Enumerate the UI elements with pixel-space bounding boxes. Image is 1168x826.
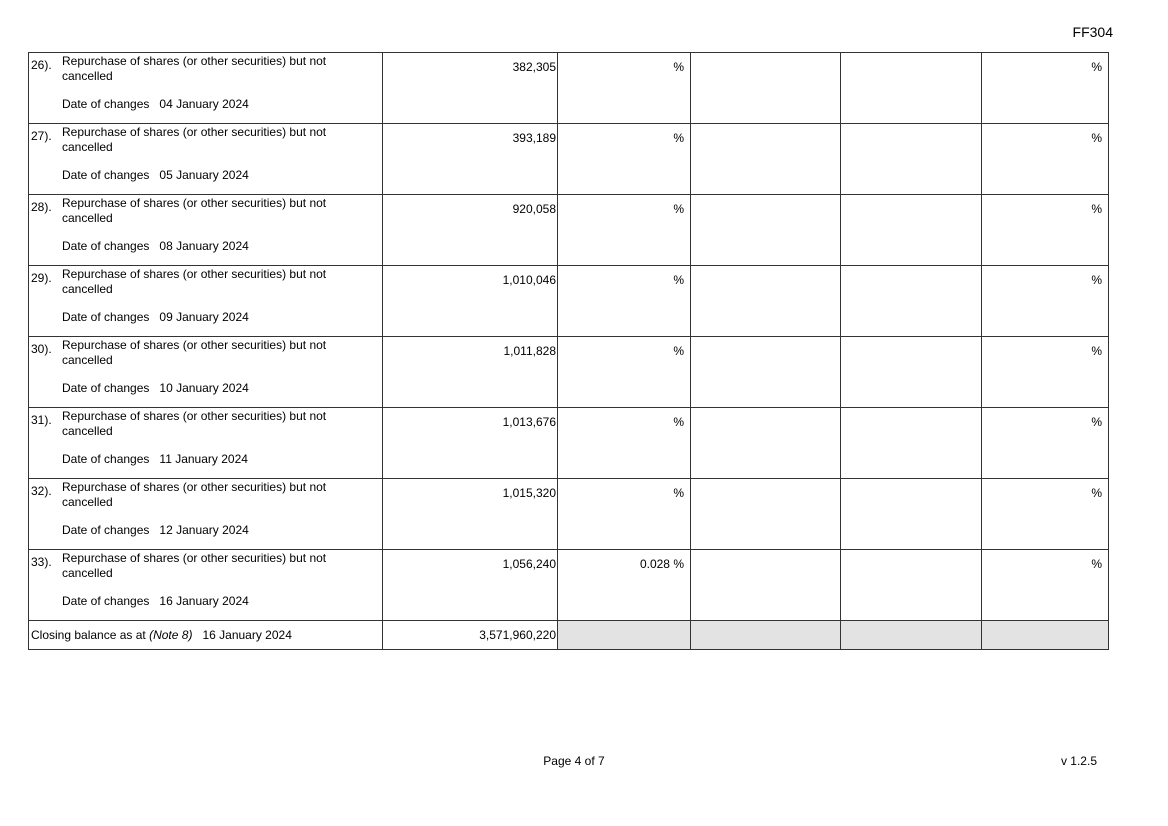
- percent-cell-2: %: [982, 195, 1109, 266]
- date-value: 05 January 2024: [159, 168, 249, 182]
- shares-cell: 1,011,828: [383, 337, 558, 408]
- description-cell: [29, 124, 383, 195]
- row-date: [62, 594, 249, 608]
- date-label: Date of changes: [62, 310, 150, 324]
- share-changes-table: [28, 52, 1109, 650]
- date-value: 04 January 2024: [159, 97, 249, 111]
- percent-cell: 0.028 %: [558, 550, 691, 621]
- date-value: 16 January 2024: [159, 594, 249, 608]
- row-date: [62, 310, 249, 324]
- percent-cell-2: %: [982, 408, 1109, 479]
- date-label: Date of changes: [62, 239, 150, 253]
- table-row: [29, 266, 1109, 337]
- date-value: 10 January 2024: [159, 381, 249, 395]
- date-value: 11 January 2024: [159, 452, 248, 466]
- shares-cell: 920,058: [383, 195, 558, 266]
- percent-cell: %: [558, 124, 691, 195]
- row-description: Repurchase of shares (or other securities) but not cancelled: [62, 125, 327, 154]
- description-cell: [29, 266, 383, 337]
- percent-cell-2: %: [982, 337, 1109, 408]
- table-body: [29, 53, 1109, 650]
- percent-cell-2: %: [982, 479, 1109, 550]
- row-number: 29).: [31, 271, 52, 285]
- row-number: 26).: [31, 58, 52, 72]
- shares-cell: 1,056,240: [383, 550, 558, 621]
- date-label: Date of changes: [62, 381, 150, 395]
- date-label: Date of changes: [62, 594, 150, 608]
- shaded-cell: [691, 621, 841, 650]
- percent-cell: %: [558, 53, 691, 124]
- closing-note: (Note 8): [149, 628, 193, 642]
- empty-cell: [691, 479, 841, 550]
- percent-cell-2: %: [982, 266, 1109, 337]
- description-cell: [29, 53, 383, 124]
- empty-cell: [691, 266, 841, 337]
- row-description: Repurchase of shares (or other securities) but not cancelled: [62, 409, 327, 438]
- date-label: Date of changes: [62, 97, 150, 111]
- date-label: Date of changes: [62, 523, 150, 537]
- empty-cell: [841, 266, 982, 337]
- empty-cell: [841, 124, 982, 195]
- shares-cell: 1,013,676: [383, 408, 558, 479]
- row-date: [62, 381, 249, 395]
- table-row: [29, 408, 1109, 479]
- closing-balance-label-cell: [29, 621, 383, 650]
- table-row: [29, 479, 1109, 550]
- percent-cell-2: %: [982, 53, 1109, 124]
- shares-cell: 382,305: [383, 53, 558, 124]
- row-number: 33).: [31, 555, 52, 569]
- empty-cell: [691, 408, 841, 479]
- row-description: Repurchase of shares (or other securities) but not cancelled: [62, 54, 327, 83]
- empty-cell: [841, 53, 982, 124]
- closing-label: Closing balance as at: [31, 628, 146, 642]
- shares-cell: 1,015,320: [383, 479, 558, 550]
- percent-cell: %: [558, 266, 691, 337]
- shaded-cell: [982, 621, 1109, 650]
- empty-cell: [841, 195, 982, 266]
- percent-cell-2: %: [982, 550, 1109, 621]
- empty-cell: [841, 408, 982, 479]
- shaded-cell: [558, 621, 691, 650]
- description-cell: [29, 479, 383, 550]
- date-value: 12 January 2024: [159, 523, 249, 537]
- shaded-cell: [841, 621, 982, 650]
- percent-cell: %: [558, 337, 691, 408]
- empty-cell: [841, 479, 982, 550]
- description-cell: [29, 408, 383, 479]
- row-date: [62, 97, 249, 111]
- version-label: v 1.2.5: [1060, 754, 1097, 768]
- form-code: FF304: [1072, 24, 1113, 40]
- row-number: 31).: [31, 413, 52, 427]
- empty-cell: [691, 124, 841, 195]
- row-date: [62, 452, 248, 466]
- date-label: Date of changes: [62, 168, 150, 182]
- empty-cell: [691, 550, 841, 621]
- row-description: Repurchase of shares (or other securities) but not cancelled: [62, 338, 327, 367]
- closing-balance-row: [29, 621, 1109, 650]
- row-number: 30).: [31, 342, 52, 356]
- table-row: [29, 53, 1109, 124]
- row-description: Repurchase of shares (or other securities) but not cancelled: [62, 480, 327, 509]
- closing-date: 16 January 2024: [202, 628, 292, 642]
- row-description: Repurchase of shares (or other securities) but not cancelled: [62, 267, 327, 296]
- empty-cell: [691, 337, 841, 408]
- description-cell: [29, 550, 383, 621]
- row-description: Repurchase of shares (or other securities) but not cancelled: [62, 551, 327, 580]
- description-cell: [29, 195, 383, 266]
- table-row: [29, 550, 1109, 621]
- date-value: 08 January 2024: [159, 239, 249, 253]
- empty-cell: [691, 53, 841, 124]
- empty-cell: [841, 337, 982, 408]
- page-indicator: Page 4 of 7: [543, 754, 605, 768]
- shares-cell: 393,189: [383, 124, 558, 195]
- empty-cell: [691, 195, 841, 266]
- percent-cell: %: [558, 479, 691, 550]
- row-number: 28).: [31, 200, 52, 214]
- closing-balance-value: 3,571,960,220: [383, 621, 558, 650]
- date-value: 09 January 2024: [159, 310, 249, 324]
- table-row: [29, 337, 1109, 408]
- percent-cell: %: [558, 408, 691, 479]
- row-date: [62, 239, 249, 253]
- shares-cell: 1,010,046: [383, 266, 558, 337]
- empty-cell: [841, 550, 982, 621]
- percent-cell-2: %: [982, 124, 1109, 195]
- table-row: [29, 195, 1109, 266]
- row-number: 27).: [31, 129, 52, 143]
- percent-cell: %: [558, 195, 691, 266]
- description-cell: [29, 337, 383, 408]
- table-row: [29, 124, 1109, 195]
- row-number: 32).: [31, 484, 52, 498]
- row-date: [62, 168, 249, 182]
- date-label: Date of changes: [62, 452, 150, 466]
- row-date: [62, 523, 249, 537]
- row-description: Repurchase of shares (or other securities) but not cancelled: [62, 196, 327, 225]
